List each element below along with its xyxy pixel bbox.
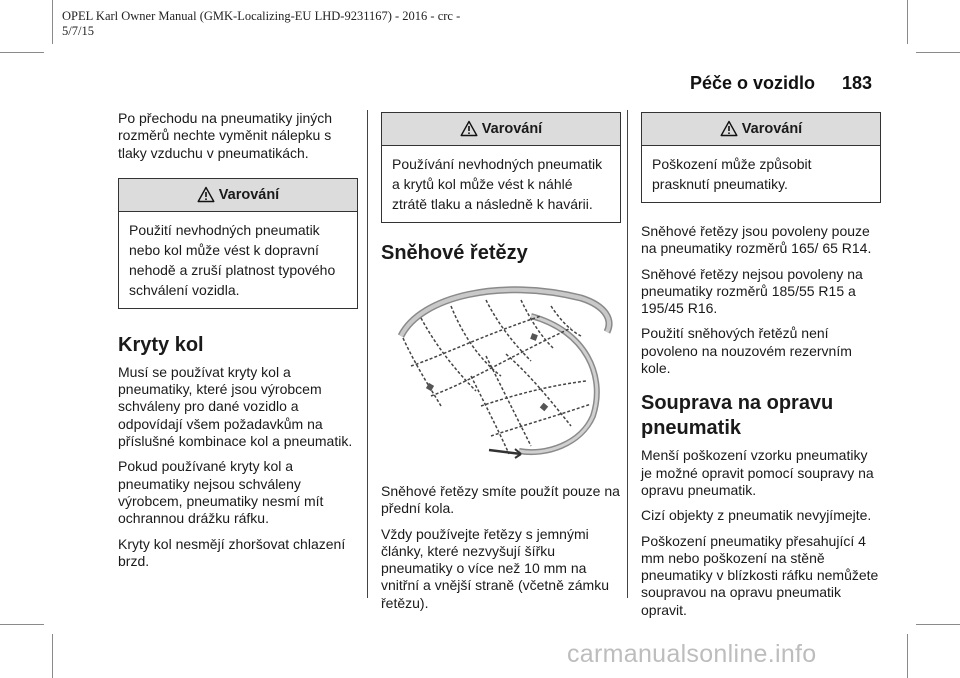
warning-text: Použití nevhodných pneumatik nebo kol může vést k dopravní nehodě a zruší platnost typového schválení vozidla. xyxy=(129,221,336,298)
heading-snow-chains: Sněhové řetězy xyxy=(381,242,528,264)
document-meta xyxy=(62,9,460,39)
watermark: carmanualsonline.info xyxy=(567,640,817,668)
warning-text: Poškození může způsobit prasknutí pneumatiky. xyxy=(652,156,812,192)
warning-header xyxy=(382,113,620,146)
column-3 xyxy=(641,112,881,627)
heading-wheel-covers: Kryty kol xyxy=(118,333,204,356)
warning-box xyxy=(641,112,881,203)
warning-box xyxy=(118,178,358,309)
column-divider xyxy=(627,110,628,598)
warning-title: Varování xyxy=(741,121,803,137)
paragraph: Menší poškození vzorku pneumatiky je možné opravit pomocí soupravy na opravu pneumatik. xyxy=(641,447,874,498)
paragraph: Použití sněhových řetězů není povoleno na nouzovém rezervním kole. xyxy=(641,325,852,377)
warning-triangle-icon xyxy=(197,186,215,203)
warning-box xyxy=(381,112,621,223)
crop-mark xyxy=(907,0,908,44)
column-1 xyxy=(118,110,358,578)
warning-title: Varování xyxy=(481,121,543,137)
warning-text: Používání nevhodných pneumatik a krytů kol může vést k náhlé ztrátě tlaku a následně k havárii. xyxy=(392,156,603,212)
column-2 xyxy=(381,112,621,620)
section-title: Péče o vozidlo xyxy=(690,73,816,93)
paragraph: Sněhové řetězy nejsou povoleny na pneumatiky rozměrů 185/55 R15 a 195/45 R16. xyxy=(641,265,863,317)
warning-title: Varování xyxy=(218,186,280,203)
warning-header xyxy=(119,179,357,212)
crop-mark xyxy=(0,52,44,53)
paragraph: Pokud používané kryty kol a pneumatiky nejsou schváleny výrobcem, pneumatiky nesmí mít ochrannou drážku ráfku. xyxy=(118,458,324,527)
crop-mark xyxy=(0,624,44,625)
heading-tyre-repair-kit: Souprava na opravu pneumatik xyxy=(641,392,834,440)
crop-mark xyxy=(916,624,960,625)
snow-chain-illustration xyxy=(381,276,621,466)
meta-line-1: OPEL Karl Owner Manual (GMK-Localizing-EU LHD-9231167) - 2016 - crc - xyxy=(62,9,461,23)
crop-mark xyxy=(52,634,53,678)
paragraph: Vždy používejte řetězy s jemnými články, které nezvyšují šířku pneumatiky o více než 10 mm na vnitřní a vnější straně (včetně zámku řetězu). xyxy=(381,525,609,611)
warning-triangle-icon xyxy=(460,120,478,137)
paragraph: Sněhové řetězy smíte použít pouze na přední kola. xyxy=(381,483,620,517)
crop-mark xyxy=(52,0,53,44)
meta-line-2: 5/7/15 xyxy=(62,24,94,38)
paragraph: Sněhové řetězy jsou povoleny pouze na pneumatiky rozměrů 165/ 65 R14. xyxy=(641,223,872,257)
warning-triangle-icon xyxy=(720,120,738,137)
paragraph: Cizí objekty z pneumatik nevyjímejte. xyxy=(641,507,872,524)
crop-mark xyxy=(907,634,908,678)
intro-paragraph: Po přechodu na pneumatiky jiných rozměrů nechte vyměnit nálepku s tlaky vzduchu v pneumatikách. xyxy=(118,110,333,161)
paragraph: Kryty kol nesmějí zhoršovat chlazení brzd. xyxy=(118,535,346,569)
crop-mark xyxy=(916,52,960,53)
warning-header xyxy=(642,113,880,146)
paragraph: Musí se používat kryty kol a pneumatiky, které jsou výrobcem schváleny pro dané vozidlo a odpovídají všem požadavkům na příslušné kombinace kol a pneumatik. xyxy=(118,363,353,450)
column-divider xyxy=(367,110,368,598)
page-number: 183 xyxy=(842,73,873,93)
paragraph: Poškození pneumatiky přesahující 4 mm nebo poškození na stěně pneumatiky v blízkosti ráfku nemůžete soupravou na opravu pneumatik opravit. xyxy=(641,532,879,618)
